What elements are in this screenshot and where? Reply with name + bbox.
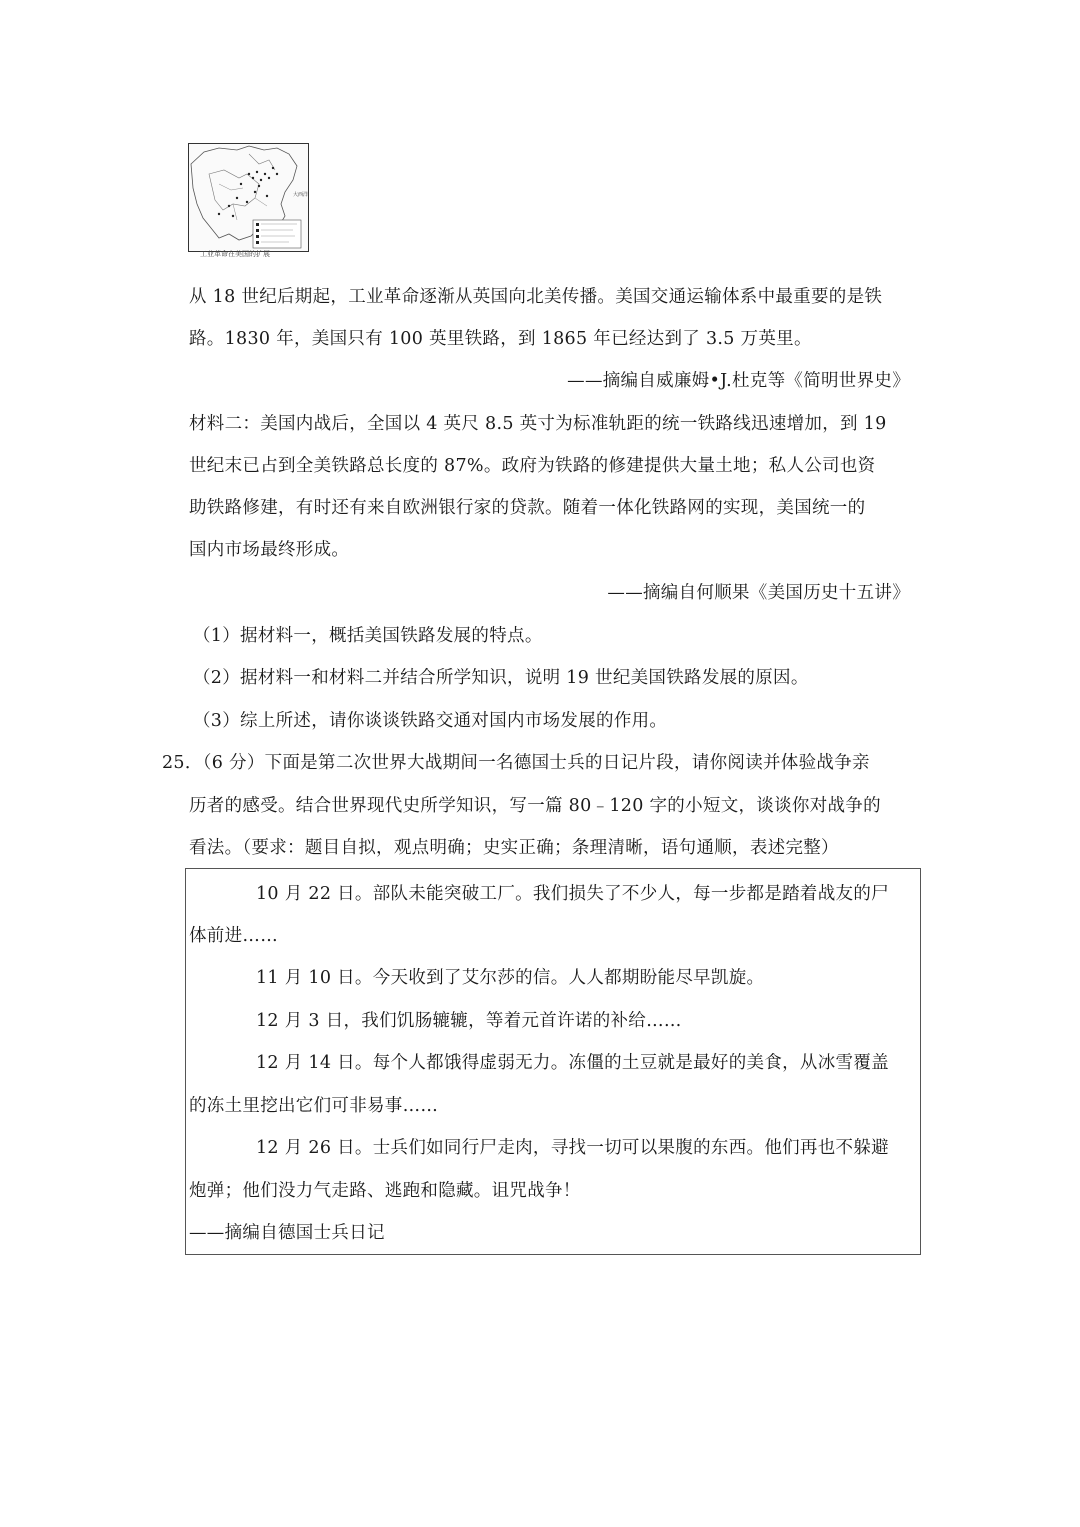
question-2: （2）据材料一和材料二并结合所学知识，说明 19 世纪美国铁路发展的原因。 (193, 668, 809, 688)
material2-line3: 助铁路修建，有时还有来自欧洲银行家的贷款。随着一体化铁路网的实现，美国统一的 (189, 498, 866, 518)
material1-line2: 路。1830 年，美国只有 100 英里铁路，到 1865 年已经达到了 3.5 万英里。 (189, 329, 812, 349)
diary-entry2: 11 月 10 日。今天收到了艾尔莎的信。人人都期盼能尽早凯旋。 (256, 968, 765, 988)
map-figure (188, 143, 309, 252)
diary-source: ——摘编自德国士兵日记 (189, 1223, 385, 1243)
material2-line4: 国内市场最终形成。 (189, 540, 350, 560)
diary-entry3: 12 月 3 日，我们饥肠辘辘，等着元首许诺的补给…… (256, 1011, 682, 1031)
diary-entry5-line1: 12 月 26 日。士兵们如同行尸走肉，寻找一切可以果腹的东西。他们再也不躲避 (256, 1138, 889, 1158)
q25-line3: 看法。（要求：题目自拟，观点明确；史实正确；条理清晰，语句通顺，表述完整） (189, 838, 839, 858)
material1-line1: 从 18 世纪后期起，工业革命逐渐从英国向北美传播。美国交通运输体系中最重要的是铁 (189, 287, 883, 307)
diary-entry4-line2: 的冻土里挖出它们可非易事…… (189, 1096, 439, 1116)
us-industrial-map-graphic (189, 144, 308, 251)
question-1: （1）据材料一，概括美国铁路发展的特点。 (193, 626, 543, 646)
q25-line2: 历者的感受。结合世界现代史所学知识，写一篇 80﹣120 字的小短文，谈谈你对战争的 (189, 796, 881, 816)
diary-entry1-line1: 10 月 22 日。部队未能突破工厂。我们损失了不少人，每一步都是踏着战友的尸 (256, 884, 889, 904)
diary-entry4-line1: 12 月 14 日。每个人都饿得虚弱无力。冻僵的土豆就是最好的美食，从冰雪覆盖 (256, 1053, 889, 1073)
map-ocean-label: 大西洋 (293, 192, 308, 198)
material2-line2: 世纪末已占到全美铁路总长度的 87%。政府为铁路的修建提供大量土地；私人公司也资 (189, 456, 876, 476)
q25-line1: 25．（6 分）下面是第二次世界大战期间一名德国士兵的日记片段，请你阅读并体验战争亲 (162, 753, 870, 773)
material2-line1: 材料二：美国内战后，全国以 4 英尺 8.5 英寸为标准轨距的统一铁路线迅速增加，到 19 (189, 414, 887, 434)
question-3: （3）综上所述，请你谈谈铁路交通对国内市场发展的作用。 (193, 711, 668, 731)
material2-source: ——摘编自何顺果《美国历史十五讲》 (607, 583, 910, 603)
map-caption: 工业革命在美国的扩展 (200, 250, 270, 258)
diary-entry1-line2: 体前进…… (189, 926, 278, 946)
material1-source: ——摘编自威廉姆•J.杜克等《简明世界史》 (567, 371, 910, 391)
diary-entry5-line2: 炮弹；他们没力气走路、逃跑和隐藏。诅咒战争！ (189, 1181, 581, 1201)
